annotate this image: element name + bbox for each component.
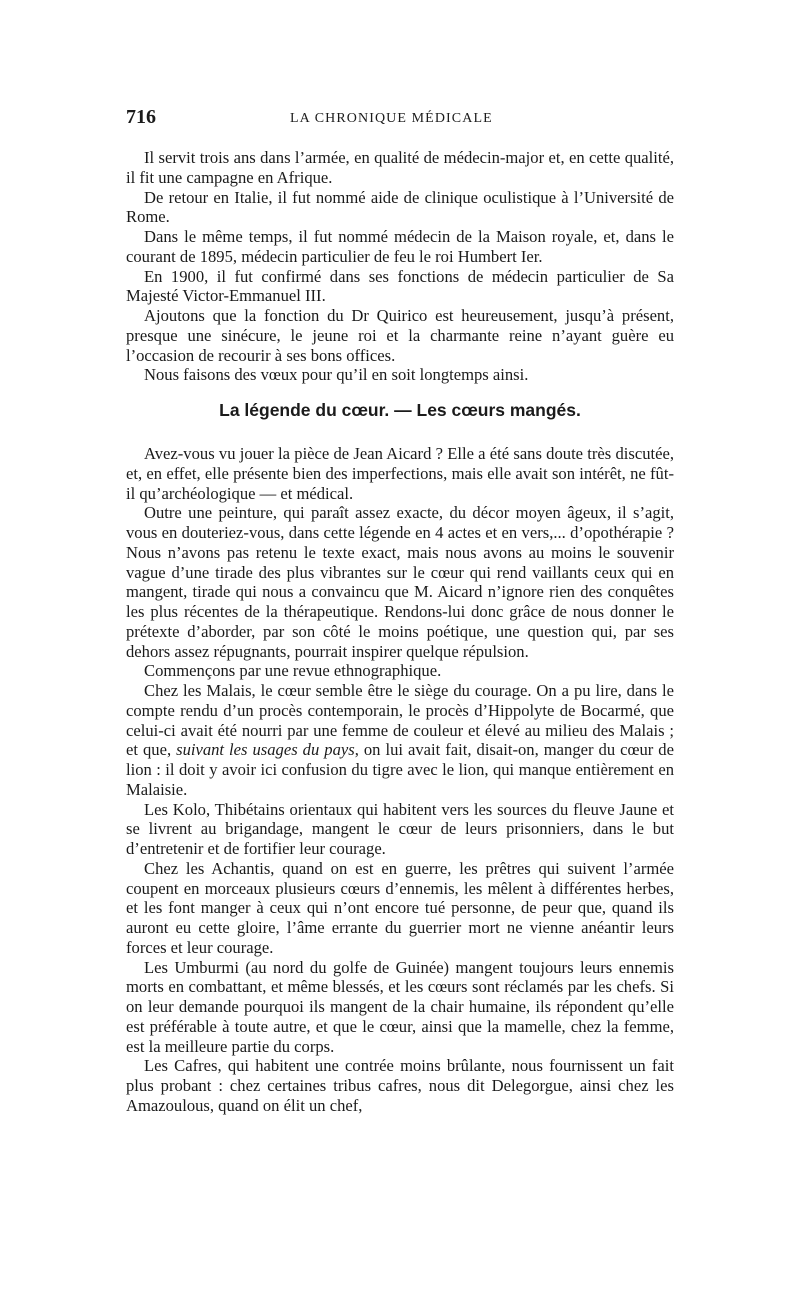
paragraph: Outre une peinture, qui paraît assez exacte, du décor moyen âgeux, il s’agit, vous en douteriez-vous, dans cette légende en 4 actes et en vers,... d’opothérapie ? Nous n’avons pas retenu le texte exact, mais nous avons au moins le souvenir vague d’une tirade des plus vibrantes sur le cœur qui rend vaillants ceux qui en mangent, tirade qui nous a convaincu que M. Aicard n’ignore rien des conquêtes les plus récentes de la thérapeutique. Rendons-lui donc grâce de nous donner le prétexte d’aborder, par son côté le moins poétique, une question qui, par ses dehors assez répugnants, pourrait inspirer quelque répulsion.: [126, 503, 674, 661]
paragraph: Les Cafres, qui habitent une contrée moins brûlante, nous fournissent un fait plus probant : chez certaines tribus cafres, nous dit Delegorgue, ainsi chez les Amazoulous, quand on élit un chef,: [126, 1056, 674, 1115]
paragraph: De retour en Italie, il fut nommé aide de clinique oculistique à l’Université de Rome.: [126, 187, 674, 227]
text-span: , on lui avait fait, disait-on, manger du cœur de lion : il doit y avoir ici confusion du tigre avec le lion, qui manque entièrement en Malaisie.: [126, 740, 674, 799]
paragraph: Commençons par une revue ethnographique.: [144, 661, 442, 681]
page-number: 716: [126, 106, 156, 128]
text-span: Chez les Malais, le cœur semble être le siège du courage. On a pu lire, dans le compte rendu d’un procès contemporain, le procès d’Hippolyte de Bocarmé, que celui-ci avait été nourri par une femme de couleur et élevé au milieu des Malais ; et que,: [126, 681, 674, 760]
running-title: LA CHRONIQUE MÉDICALE: [290, 111, 493, 126]
paragraph: Dans le même temps, il fut nommé médecin de la Maison royale, et, dans le courant de 1895, médecin particulier de feu le roi Humbert Ier.: [126, 227, 674, 266]
paragraph-malais: [126, 681, 674, 800]
italic-phrase: suivant les usages du pays: [176, 740, 355, 760]
paragraph: Les Kolo, Thibétains orientaux qui habitent vers les sources du fleuve Jaune et se livrent au brigandage, mangent le cœur de leurs prisonniers, dans le but d’entretenir et de fortifier leur courage.: [126, 799, 674, 858]
paragraph: Il servit trois ans dans l’armée, en qualité de médecin-major et, en cette qualité, il fit une campagne en Afrique.: [126, 148, 674, 187]
paragraph: Ajoutons que la fonction du Dr Quirico est heureusement, jusqu’à présent, presque une sinécure, le jeune roi et la charmante reine n’ayant guère eu l’occasion de recourir à ses bons offices.: [126, 306, 674, 365]
paragraph: En 1900, il fut confirmé dans ses fonctions de médecin particulier de Sa Majesté Victor-Emmanuel III.: [126, 266, 674, 306]
paragraph: Chez les Achantis, quand on est en guerre, les prêtres qui suivent l’armée coupent en morceaux plusieurs cœurs d’ennemis, les mêlent à différentes herbes, et les font manger à ceux qui n’ont encore tué personne, de peur que, quand ils auront eu cette gloire, l’âme errante du guerrier mort ne vienne anéantir leurs forces et leur courage.: [126, 858, 674, 957]
page-header: [126, 106, 674, 136]
intro-text: [126, 148, 674, 385]
paragraph: Nous faisons des vœux pour qu’il en soit longtemps ainsi.: [144, 365, 529, 385]
section-heading: La légende du cœur. — Les cœurs mangés.: [219, 400, 581, 420]
paragraph: Les Umburmi (au nord du golfe de Guinée) mangent toujours leurs ennemis morts en combattant, et même blessés, et les cœurs sont réclamés par les chefs. Si on leur demande pourquoi ils mangent de la chair humaine, ils répondent qu’elle est préférable à toute autre, et que le cœur, ainsi que la mamelle, chez la femme, est la meilleure partie du corps.: [126, 957, 674, 1056]
article-text: [126, 444, 674, 1116]
paragraph: Avez-vous vu jouer la pièce de Jean Aicard ? Elle a été sans doute très discutée, et, en effet, elle présente bien des imperfections, mais elle avait son intérêt, ne fût-il qu’archéologique — et médical.: [126, 444, 674, 503]
